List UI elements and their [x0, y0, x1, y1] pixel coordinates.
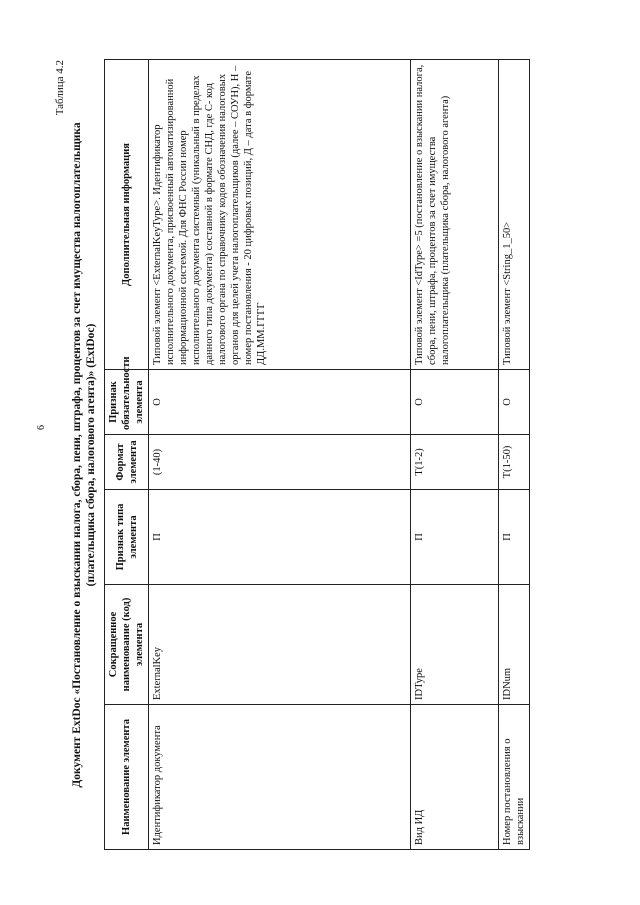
cell-info: Типовой элемент <String_1_50>	[499, 60, 530, 370]
cell-name: Вид ИД	[411, 705, 499, 850]
cell-required: О	[149, 370, 411, 435]
cell-name: Идентификатор документа	[149, 705, 411, 850]
page-number: 6	[36, 425, 47, 430]
header-row	[105, 60, 149, 850]
table-row	[149, 60, 411, 850]
document-title	[70, 60, 98, 850]
cell-info: Типовой элемент <ExternalKeyType>. Идентификатор исполнительного документа, присвоенный автоматизированной информационной системой. Для ФНС России номер исполнительного документа системный (уникальный в пределах данного типа документа) составной в формате СНД, где С- код налогового органа по справочнику кодов обозначения налоговых органов для целей учета налогоплательщиков (далее – СОУН), Н – номер постановления - 20 цифровых позиций, Д – дата в формате ДД.ММ.ГГГГ	[149, 60, 411, 370]
cell-format: (1-40)	[149, 435, 411, 490]
cell-type: П	[499, 490, 530, 585]
cell-info: Типовой элемент <IdType> =5 (постановление о взыскании налога, сбора, пени, штрафа, процентов за счет имущества налогоплательщика (плательщика сбора, налогового агента)	[411, 60, 499, 370]
header-info: Дополнительная информация	[105, 60, 149, 370]
cell-code: IDNum	[499, 585, 530, 705]
table-row	[411, 60, 499, 850]
cell-required: О	[499, 370, 530, 435]
header-format: Формат элемента	[105, 435, 149, 490]
cell-code: IDType	[411, 585, 499, 705]
cell-name: Номер постановления о взыскании	[499, 705, 530, 850]
cell-format: T(1-50)	[499, 435, 530, 490]
header-name: Наименование элемента	[105, 705, 149, 850]
table-label: Таблица 4.2	[54, 60, 66, 116]
title-line-1: Документ ExtDoc «Постановление о взыскании налога, сбора, пени, штрафа, процентов за счет имущества налогоплательщика	[71, 122, 83, 788]
table-row	[499, 60, 530, 850]
spec-table	[104, 59, 530, 850]
cell-type: П	[411, 490, 499, 585]
header-type: Признак типа элемента	[105, 490, 149, 585]
cell-code: ExternalKey	[149, 585, 411, 705]
header-code: Сокращенное наименование (код) элемента	[105, 585, 149, 705]
rotated-content	[54, 60, 590, 850]
header-required: Признак обязательности элемента	[105, 370, 149, 435]
title-line-2: (плательщика сбора, налогового агента)» (ExtDoc)	[85, 323, 97, 587]
cell-type: П	[149, 490, 411, 585]
cell-required: О	[411, 370, 499, 435]
cell-format: T(1-2)	[411, 435, 499, 490]
